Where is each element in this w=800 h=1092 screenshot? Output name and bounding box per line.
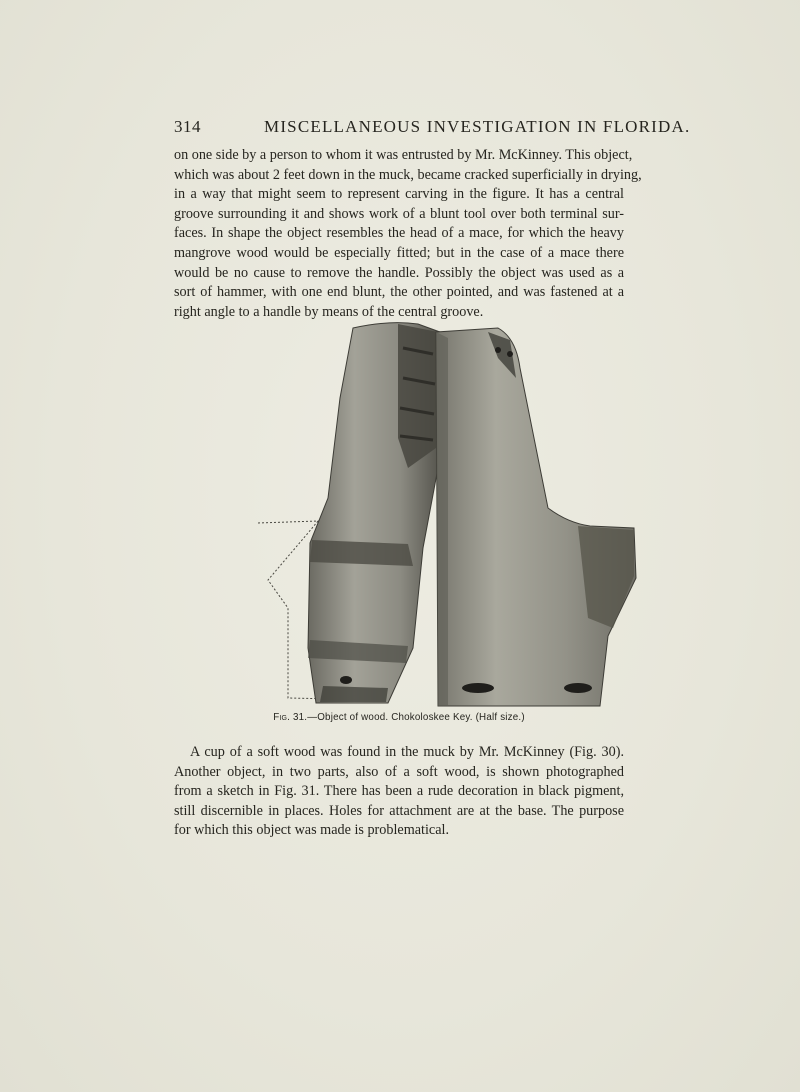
figure-caption — [174, 712, 624, 723]
paragraph-line: on one side by a person to whom it was entrusted by Mr. McKinney. This object, — [174, 147, 633, 163]
page-number: 314 — [174, 117, 201, 136]
attachment-hole — [462, 683, 494, 693]
paragraph-line: mangrove wood would be especially fitted; but in the case of a mace there — [174, 244, 624, 261]
attachment-hole — [507, 351, 513, 357]
paragraph-line: Another object, in two parts, also of a soft wood, is shown photographed — [174, 763, 624, 780]
running-head — [174, 117, 691, 139]
paragraph-line: which was about 2 feet down in the muck, became cracked superficially in drying, — [174, 166, 642, 183]
paragraph-1 — [174, 146, 642, 322]
paragraph-line: groove surrounding it and shows work of a blunt tool over both terminal sur- — [174, 205, 624, 222]
running-title: MISCELLANEOUS INVESTIGATION IN FLORIDA. — [264, 117, 691, 136]
paragraph-line: A cup of a soft wood was found in the muck by Mr. McKinney (Fig. 30). — [190, 744, 624, 760]
wood-object-illustration — [248, 318, 640, 710]
pigment-band — [310, 540, 413, 566]
figure-label: Fig. 31. — [273, 712, 308, 723]
paragraph-line: would be no cause to remove the handle. Possibly the object was used as a — [174, 264, 624, 281]
attachment-hole — [495, 347, 501, 353]
figure-wood-object — [248, 318, 640, 710]
attachment-hole — [340, 676, 352, 684]
attachment-hole — [564, 683, 592, 693]
paragraph-line: still discernible in places. Holes for attachment are at the base. The purpose — [174, 802, 624, 819]
right-piece-edge — [436, 332, 448, 706]
paragraph-line: from a sketch in Fig. 31. There has been a rude decoration in black pigment, — [174, 783, 624, 800]
figure-caption-text: —Object of wood. Chokoloskee Key. (Half size.) — [307, 712, 525, 723]
paragraph-2 — [174, 743, 624, 841]
paragraph-line: sort of hammer, with one end blunt, the other pointed, and was fastened at a — [174, 284, 624, 301]
paragraph-line: in a way that might seem to represent carving in the figure. It has a central — [174, 186, 624, 203]
paragraph-line: faces. In shape the object resembles the head of a mace, for which the heavy — [174, 225, 624, 242]
carved-notch — [398, 324, 438, 468]
right-piece — [436, 328, 636, 706]
paragraph-line: for which this object was made is problematical. — [174, 822, 450, 839]
pigment-band — [320, 686, 388, 702]
paragraph-line: right angle to a handle by means of the central groove. — [174, 303, 484, 320]
